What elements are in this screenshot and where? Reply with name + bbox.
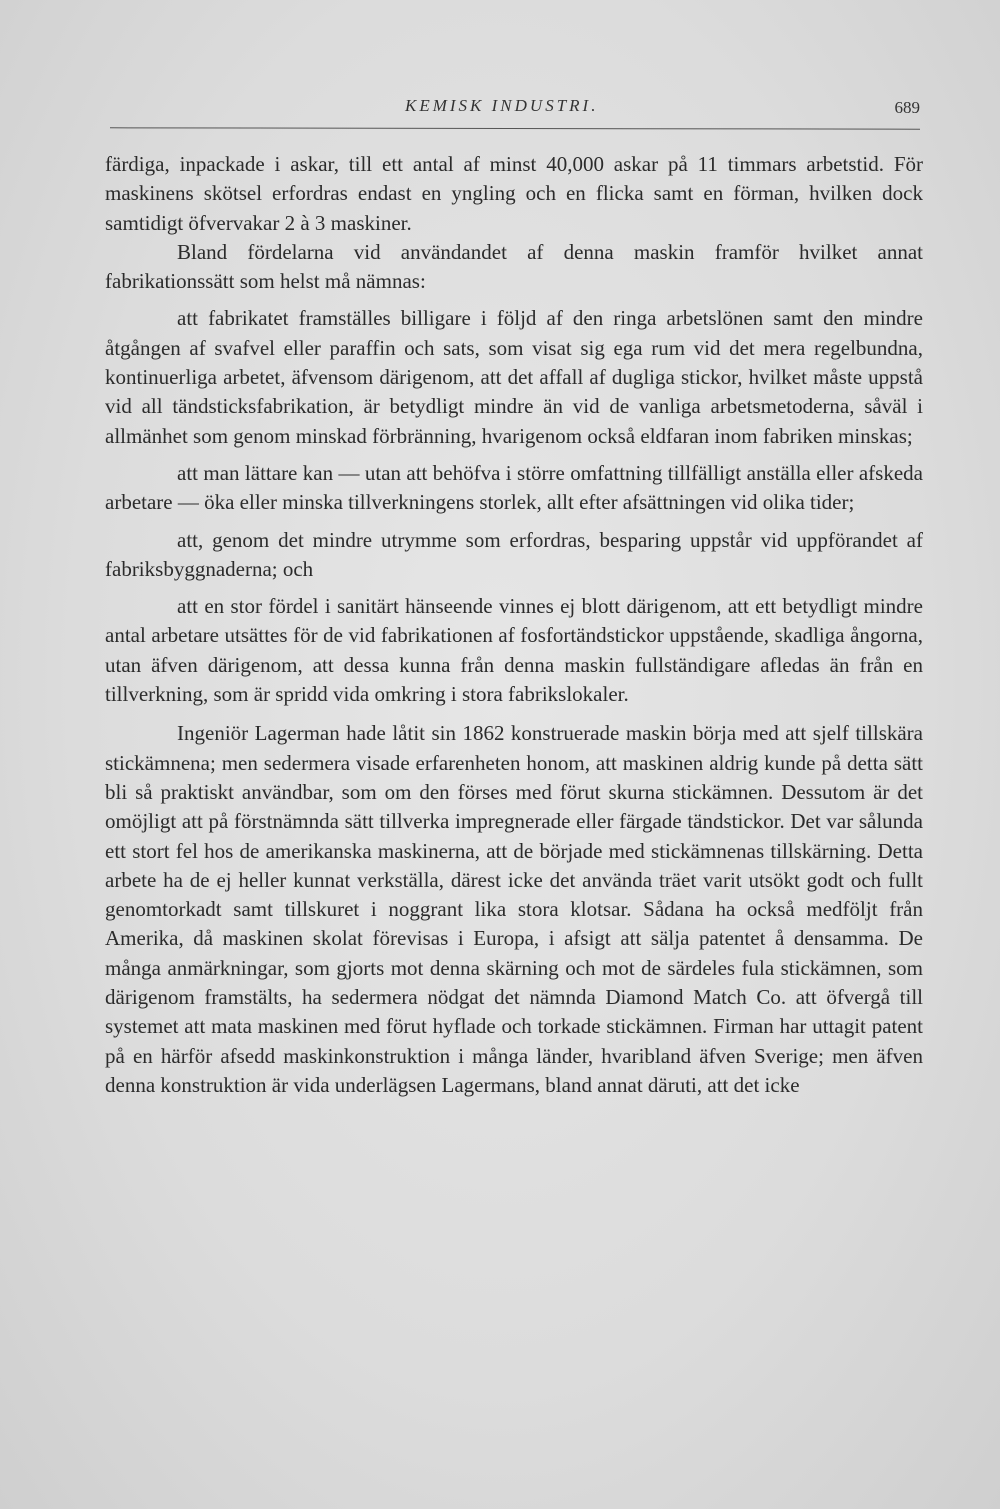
page-number: 689: [894, 98, 920, 117]
paragraph-lagerman: Ingeniör Lagerman hade låtit sin 1862 konstruerade maskin börja med att sjelf tillskära stickämnena; men sedermera visade erfarenheten honom, att maskinen aldrig kunde på detta sätt bli så praktiskt användbar, som om den förses med förut skurna stickämnen. Dessutom är det omöjligt att på förstnämnda sätt tillverka impregnerade eller färgade tändstickor. Det var sålunda ett stort fel hos de amerikanska maskinerna, att de började med stickämnenas tillskärning. Detta arbete ha de ej heller kunnat verkställa, därest icke det använda träet varit utsökt godt och fullt genomtorkadt samt tillskuret i noggrant lika stora klotsar. Sådana ha också medföljt från Amerika, då maskinen skolat förevisas i Europa, i afsigt att sälja patentet å densamma. De många anmärkningar, som gjorts mot denna skärning och mot de särdeles fula stickämnen, som därigenom framstälts, ha sedermera nödgat det nämnda Diamond Match Co. att öfvergå till systemet att mata maskinen med förut hyflade och torkade stickämnen. Firman har uttagit patent på en härför afsedd maskinkonstruktion i många länder, hvaribland äfven Sverige; men äfven denna konstruktion är vida underlägsen Lagermans, bland annat däruti, att det icke: [105, 721, 923, 1097]
body-text: [105, 150, 923, 1100]
paragraph-advantage-space: att, genom det mindre utrymme som erfordras, besparing uppstår vid uppförandet af fabriksbyggnaderna; och: [105, 527, 923, 581]
running-head: KEMISK INDUSTRI.: [405, 96, 599, 115]
paragraph-continuation: färdiga, inpackade i askar, till ett antal af minst 40,000 askar på 11 timmars arbetstid. För maskinens skötsel erfordras endast en yngling och en flicka samt en förman, hvilken dock samtidigt öfvervakar 2 à 3 maskiner.: [105, 152, 923, 235]
paragraph-advantage-cost: att fabrikatet framställes billigare i följd af den ringa arbetslönen samt den mindre åtgången af svafvel eller paraffin och sats, som visat sig ega rum vid det mera regelbundna, kontinuerliga arbetet, äfvensom därigenom, att det affall af dugliga stickor, hvilket måste uppstå vid all tändsticksfabrikation, är betydligt mindre än vid de vanliga arbetsmetoderna, såväl i allmänhet som genom minskad förbränning, hvarigenom också eldfaran inom fabriken minskas;: [105, 306, 923, 448]
paragraph-advantages-intro: Bland fördelarna vid användandet af denna maskin framför hvilket annat fabrikationssätt som helst må nämnas:: [105, 239, 923, 294]
paragraph-advantage-sanitary: att en stor fördel i sanitärt hänseende vinnes ej blott därigenom, att ett betydligt mindre antal arbetare utsättes för de vid fabrikationen af fosfortändstickor uppstående, skadliga ångorna, utan äfven därigenom, att dessa kunna från denna maskin fullständigare afledas än från en tillverkning, som är spridd vida omkring i stora fabrikslokaler.: [105, 594, 923, 707]
page-header: [110, 96, 920, 126]
paragraph-advantage-flexibility: att man lättare kan — utan att behöfva i större omfattning tillfälligt anställa eller afskeda arbetare — öka eller minska tillverkningens storlek, allt efter afsättningen vid olika tider;: [105, 460, 923, 515]
header-rule: [110, 127, 920, 129]
